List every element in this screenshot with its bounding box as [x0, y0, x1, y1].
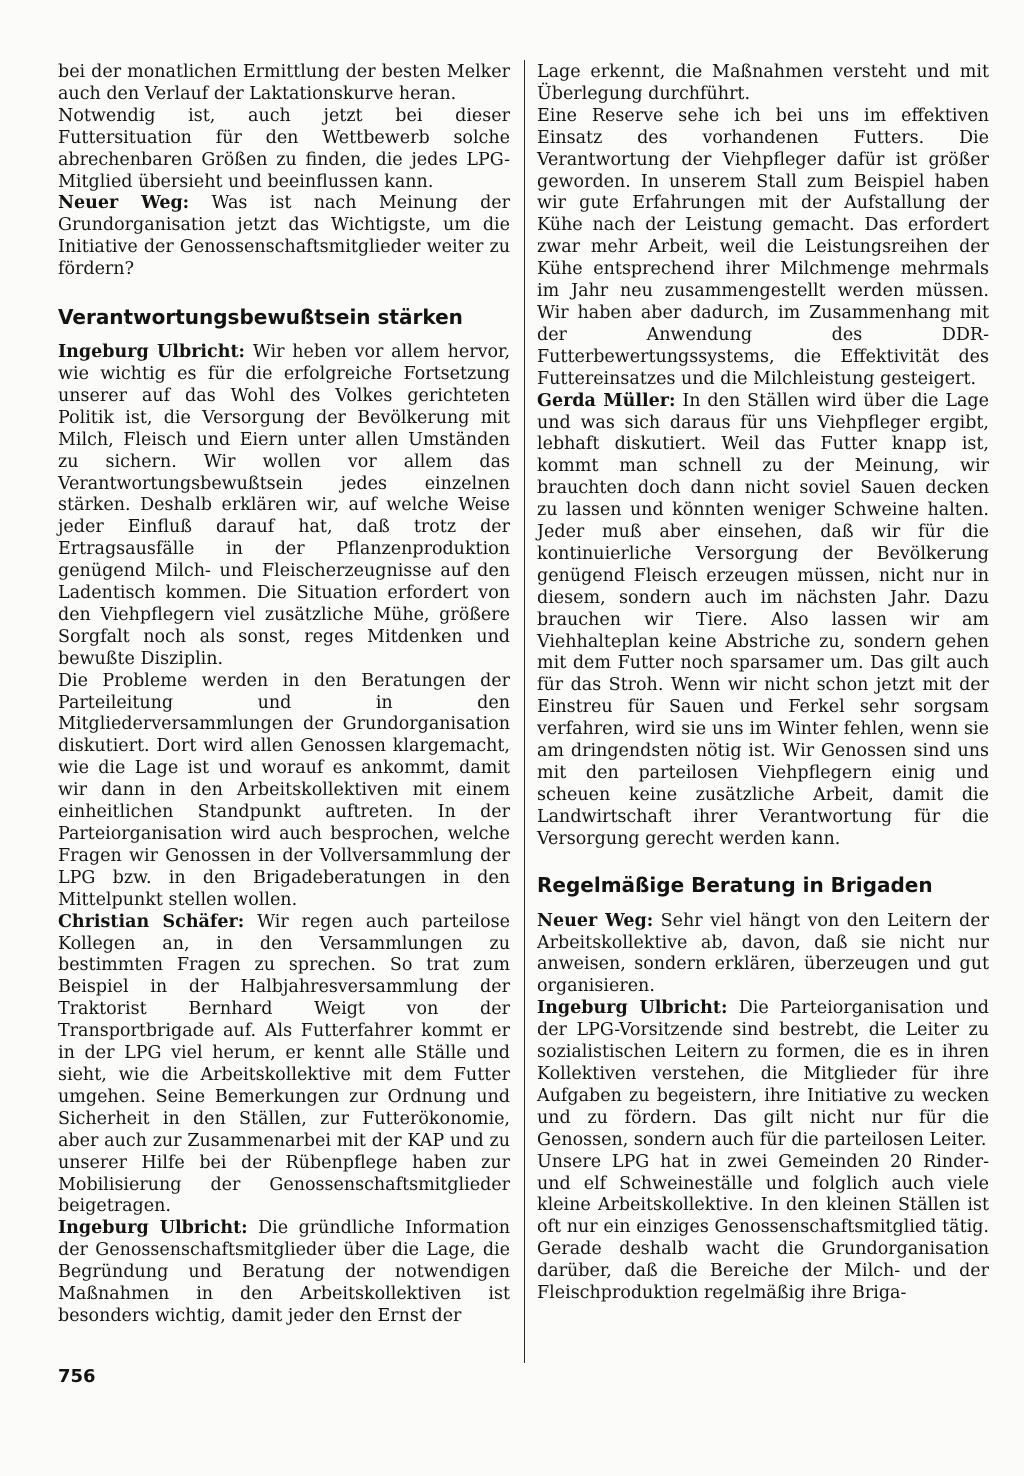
paragraph: bei der monatlichen Ermittlung der besten Melker auch den Verlauf der Laktationskurve heran. — [58, 62, 510, 104]
left-column — [58, 62, 510, 1328]
section-heading: Regelmäßige Beratung in Brigaden — [537, 872, 933, 897]
statement-text: Wir regen auch parteilose Kollegen an, in den Versammlungen zu bestimmten Fragen zu sprechen. So trat zum Beispiel in der Halbjahresversammlung der Traktorist Bernhard Weigt von der Transportbrigade auf. Als Futterfahrer kommt er in der LPG viel herum, er kennt alle Ställe und sieht, wie die Arbeitskollektive mit dem Futter umgehen. Seine Bemerkungen zur Ordnung und Sicherheit in den Ställen, zur Futterökonomie, aber auch zur Zusammenarbei mit der KAP und zu unserer Hilfe bei der Rübenpflege haben zur Mobilisierung der Genossenschaftsmitglieder beigetragen. — [58, 911, 510, 1217]
interview-answer — [537, 391, 989, 851]
interview-answer — [58, 1218, 510, 1328]
paragraph: Eine Reserve sehe ich bei uns im effektiven Einsatz des vorhandenen Futters. Die Verantwortung der Viehpfleger dafür ist größer geworden. In unserem Stall zum Beispiel haben wir gute Erfahrungen mit der Aufstallung der Kühe nach der Leistung gemacht. Das erfordert zwar mehr Arbeit, weil die Leistungsreihen der Kühe entsprechend ihrer Milchmenge mehrmals im Jahr neu zusammengestellt werden müssen. Wir haben aber dadurch, im Zusammenhang mit der Anwendung des DDR-Futterbewertungssystems, die Effektivität des Futtereinsatzes und die Milchleistung gesteigert. — [537, 105, 989, 389]
statement-text: Sehr viel hängt von den Leitern der Arbeitskollektive ab, davon, daß sie nicht nur anweisen, sondern erklären, überzeugen und gut organisieren. — [537, 910, 989, 997]
statement-text: In den Ställen wird über die Lage und was sich daraus für uns Viehpfleger ergibt, lebhaft diskutiert. Weil das Futter knapp ist, kommt man schnell zu der Meinung, wir brauchten doch dann nicht soviel Sauen decken zu lassen und könnten weniger Schweine halten. Jeder muß aber einsehen, daß wir für die kontinuierliche Versorgung der Bevölkerung genügend Fleisch erzeugen müssen, nicht nur in diesem, sondern auch im nächsten Jahr. Dazu brauchen wir Tiere. Also lassen wir am Viehhalteplan keine Abstriche zu, sondern gehen mit dem Futter noch sparsamer um. Das gilt auch für das Stroh. Wenn wir nicht schon jetzt mit der Einstreu für Sauen und Ferkel sehr sorgsam verfahren, wird sie uns im Winter fehlen, wenn sie am dringendsten nötig ist. Wir Genossen sind uns mit den parteilosen Viehpflegern einig und scheuen keine zusätzliche Arbeit, damit die Landwirtschaft ihrer Verantwortung für die Versorgung gerecht werden kann. — [537, 390, 989, 849]
statement-text: Die Parteiorganisation und der LPG-Vorsitzende sind bestrebt, die Leiter zu sozialistischen Leitern zu formen, die es in ihren Kollektiven verstehen, die Mitglieder für ihre Aufgaben zu begeistern, ihre Initiative zu wecken und zu fördern. Das gilt nicht nur für die Genossen, sondern auch für die parteilosen Leiter. — [537, 998, 989, 1150]
section-heading: Verantwortungsbewußtsein stärken — [58, 305, 463, 330]
statement-text: Was ist nach Meinung der Grundorganisation jetzt das Wichtigste, um die Initiative der Genossenschaftsmitglieder weiter zu fördern? — [58, 193, 510, 280]
paragraph: Notwendig ist, auch jetzt bei dieser Futtersituation für den Wettbewerb solche abrechenbaren Größen zu finden, die jedes LPG-Mitglied übersieht und beeinflussen kann. — [58, 105, 510, 192]
interview-answer — [537, 998, 989, 1151]
right-column — [537, 62, 989, 1305]
interview-question — [537, 911, 989, 999]
speaker-name: Gerda Müller: — [537, 390, 676, 411]
interview-answer — [58, 912, 510, 1219]
paragraph: Unsere LPG hat in zwei Gemeinden 20 Rinder- und elf Schweineställe und folglich auch viele kleine Arbeitskollektive. In den kleinen Ställen ist oft nur ein einziges Genossenschaftsmitglied tätig. Gerade deshalb wacht die Grundorganisation darüber, daß die Bereiche der Milch- und der Fleischproduktion regelmäßig ihre Briga- — [537, 1151, 989, 1304]
column-divider — [524, 60, 525, 1363]
paragraph: Die Probleme werden in den Beratungen der Parteileitung und in den Mitgliederversammlungen der Grundorganisation diskutiert. Dort wird allen Genossen klargemacht, wie die Lage ist und worauf es ankommt, damit wir dann in den Arbeitskollektiven mit einem einheitlichen Standpunkt auftreten. In der Parteiorganisation wird auch besprochen, welche Fragen wir Genossen in der Vollversammlung der LPG bzw. in den Brigadeberatungen in den Mittelpunkt stellen wollen. — [58, 670, 510, 910]
interview-answer — [58, 342, 510, 671]
statement-text: Die gründliche Information der Genossenschaftsmitglieder über die Lage, die Begründung und Beratung der notwendigen Maßnahmen in den Arbeitskollektiven ist besonders wichtig, damit jeder den Ernst der — [58, 1218, 510, 1326]
speaker-name: Christian Schäfer: — [58, 911, 245, 932]
paragraph: Lage erkennt, die Maßnahmen versteht und mit Überlegung durchführt. — [537, 62, 989, 104]
speaker-name: Neuer Weg: — [58, 193, 190, 214]
interview-question — [58, 193, 510, 281]
speaker-name: Neuer Weg: — [537, 910, 654, 931]
speaker-name: Ingeburg Ulbricht: — [58, 342, 245, 363]
page-number: 756 — [58, 1366, 96, 1387]
statement-text: Wir heben vor allem hervor, wie wichtig es für die erfolgreiche Fortsetzung unserer auf das Wohl des Volkes gerichteten Politik ist, die Versorgung der Bevölkerung mit Milch, Fleisch und Eiern unter allen Umständen zu sichern. Wir wollen vor allem das Verantwortungsbewußtsein jedes einzelnen stärken. Deshalb erklären wir, auf welche Weise jeder Einfluß darauf hat, daß trotz der Ertragsausfälle in der Pflanzenproduktion genügend Milch- und Fleischerzeugnisse auf den Ladentisch kommen. Die Situation erfordert von den Viehpflegern viel zusätzliche Mühe, größere Sorgfalt noch als sonst, reges Mitdenken und bewußte Disziplin. — [58, 342, 511, 669]
speaker-name: Ingeburg Ulbricht: — [537, 998, 728, 1019]
speaker-name: Ingeburg Ulbricht: — [58, 1218, 248, 1239]
